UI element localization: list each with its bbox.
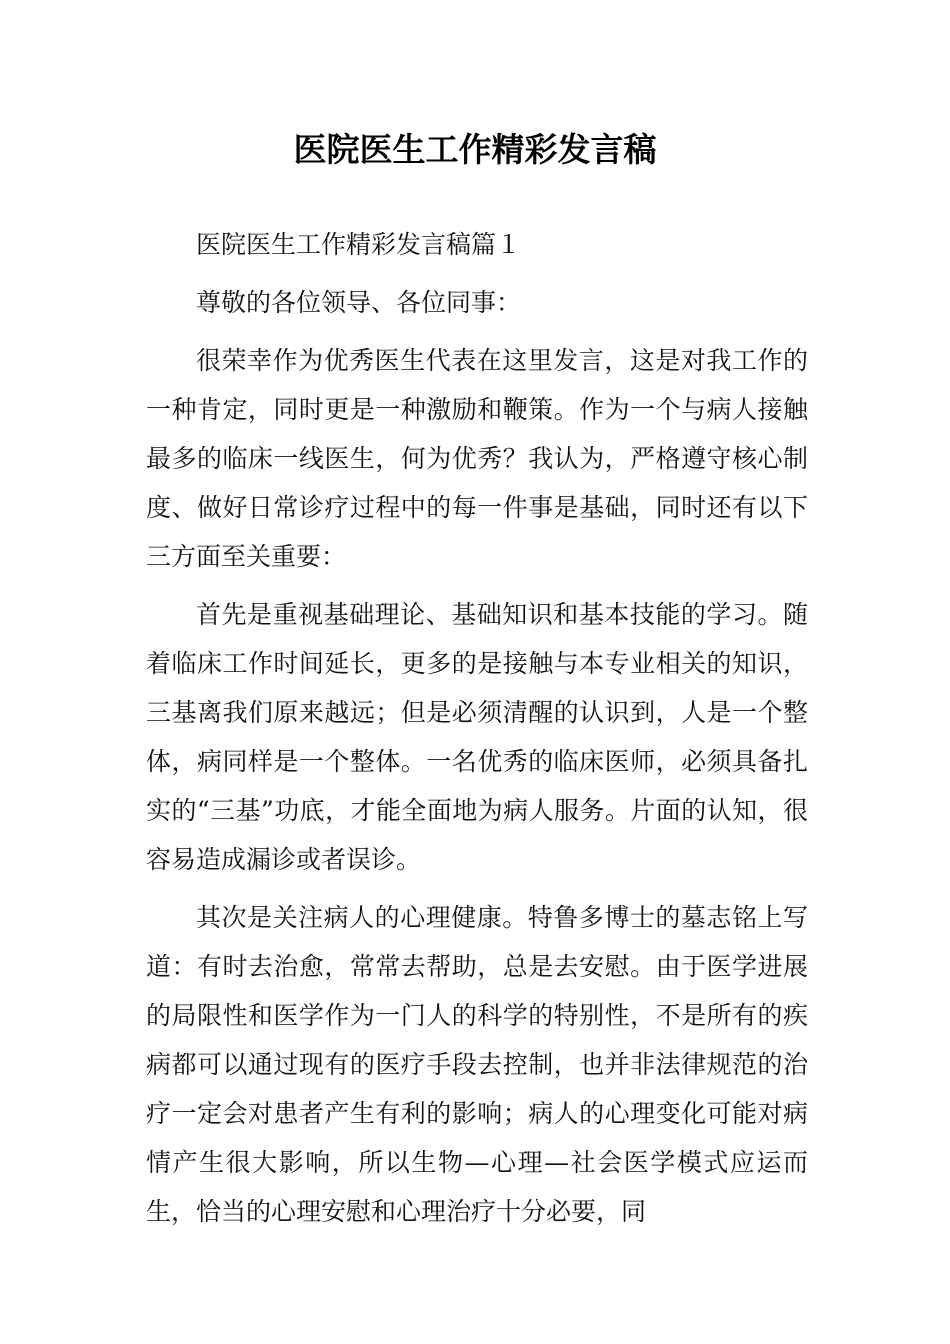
paragraph-first-point: 首先是重视基础理论、基础知识和基本技能的学习。随着临床工作时间延长，更多的是接触与本专业相关的知识，三基离我们原来越远；但是必须清醒的认识到，人是一个整体，病同样是一个整体。一名优秀的临床医师，必须具备扎实的“三基”功底，才能全面地为病人服务。片面的认知，很容易造成漏诊或者误诊。: [146, 600, 808, 874]
document-title: 医院医生工作精彩发言稿: [293, 130, 657, 169]
paragraph-second-point: 其次是关注病人的心理健康。特鲁多博士的墓志铭上写道：有时去治愈，常常去帮助，总是去安慰。由于医学进展的局限性和医学作为一门人的科学的特别性，不是所有的疾病都可以通过现有的医疗手段去控制，也并非法律规范的治疗一定会对患者产生有利的影响；病人的心理变化可能对病情产生很大影响，所以生物—心理—社会医学模式应运而生，恰当的心理安慰和心理治疗十分必要，同: [146, 903, 808, 1226]
document-body: [146, 220, 808, 1236]
paragraph-intro: 很荣幸作为优秀医生代表在这里发言，这是对我工作的一种肯定，同时更是一种激励和鞭策。作为一个与病人接触最多的临床一线医生，何为优秀？我认为，严格遵守核心制度、做好日常诊疗过程中的每一件事是基础，同时还有以下三方面至关重要：: [146, 346, 808, 571]
salutation: 尊敬的各位领导、各位同事：: [196, 288, 522, 317]
section-heading: 医院医生工作精彩发言稿篇１: [196, 230, 522, 259]
